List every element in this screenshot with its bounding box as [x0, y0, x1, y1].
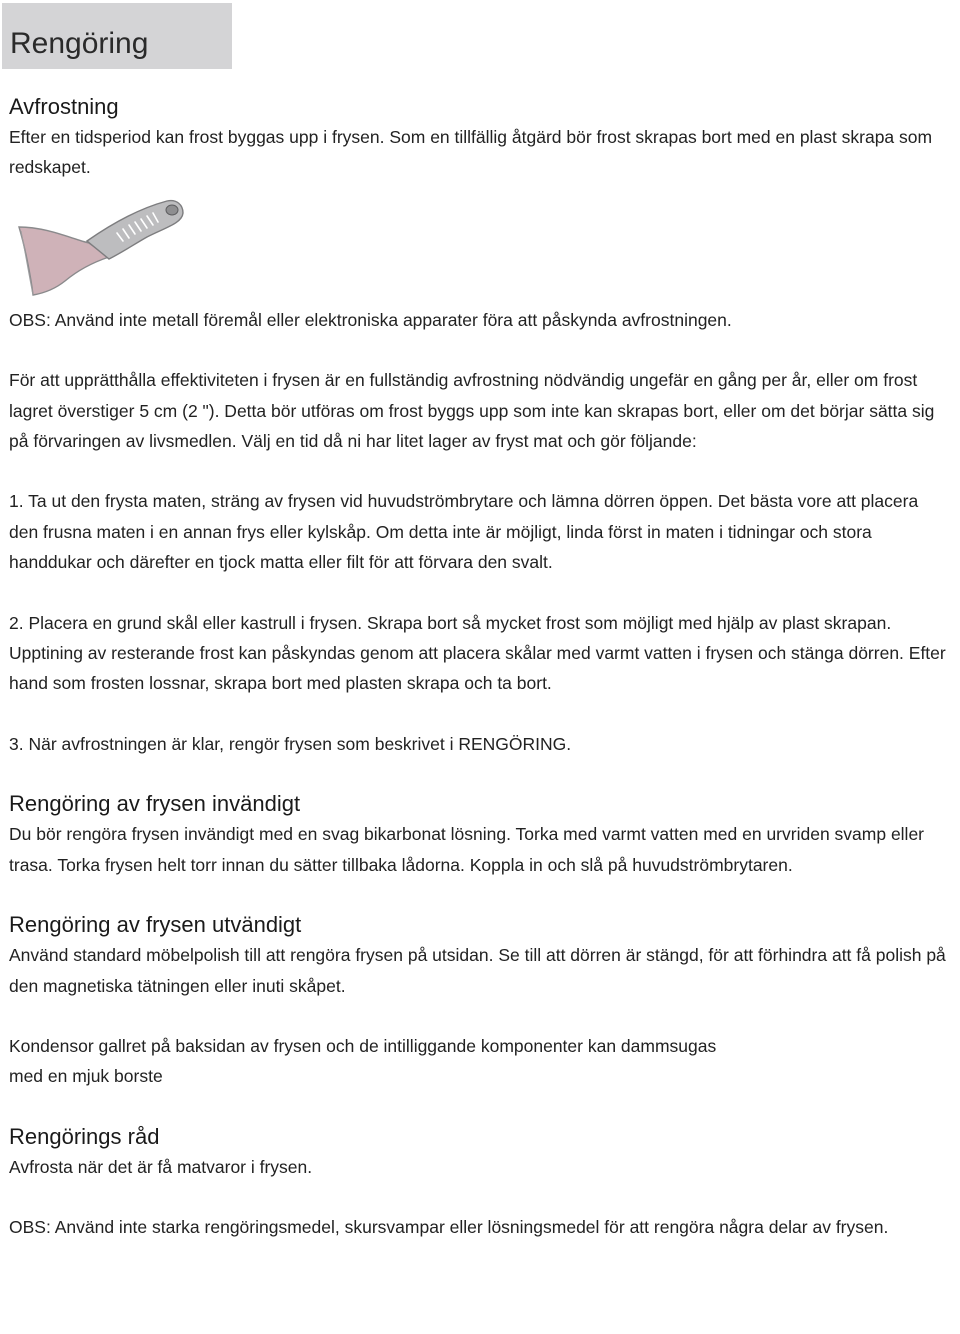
defrost-intro: Efter en tidsperiod kan frost byggas upp i frysen. Som en tillfällig åtgärd bör frost skrapas bort med en plast skrapa som redskapet.: [9, 127, 933, 178]
section-cleaning-tips: [9, 1122, 959, 1243]
defrost-paragraph: För att upprätthålla effektiviteten i frysen är en fullständig avfrostning nödvändig ungefär en gång per år, eller om frost lagret överstiger 5 cm (2 "). Detta bör utföras om frost byggs upp som inte kan skrapas bort, eller om det börjar sätta sig på förvaringen av livsmedlen. Välj en tid då ni har litet lager av fryst mat och gör följande:: [9, 370, 935, 452]
defrost-step-1: 1. Ta ut den frysta maten, sträng av frysen vid huvudströmbrytare och lämna dörren öppen. Det bästa vore att placera den frusna maten i en annan frys eller kylskåp. Om detta inte är möjligt, linda först in maten i tidningar och stora handdukar och därefter en tjock matta eller filt för att förvara den svalt.: [9, 491, 919, 573]
section-heading-inside: Rengöring av frysen invändigt: [9, 791, 301, 817]
section-heading-outside: Rengöring av frysen utvändigt: [9, 912, 302, 938]
section-defrost: [9, 92, 959, 759]
document-body: [9, 92, 959, 1243]
section-outside-cleaning: [9, 910, 959, 1092]
page-title: Rengöring: [10, 27, 149, 60]
section-inside-cleaning: [9, 789, 959, 880]
plastic-scraper-icon: [17, 197, 187, 297]
condenser-line-1: Kondensor gallret på baksidan av frysen och de intilliggande komponenter kan dammsugas: [9, 1035, 717, 1056]
section-heading-tips: Rengörings råd: [9, 1123, 160, 1149]
condenser-line-2: med en mjuk borste: [9, 1066, 163, 1087]
defrost-obs: OBS: Använd inte metall föremål eller elektroniska apparater föra att påskynda avfrostningen.: [9, 309, 732, 330]
tips-obs: OBS: Använd inte starka rengöringsmedel, skursvampar eller lösningsmedel för att rengöra några delar av frysen.: [9, 1217, 889, 1238]
tips-text: Avfrosta när det är få matvaror i frysen.: [9, 1156, 313, 1177]
defrost-step-2: 2. Placera en grund skål eller kastrull i frysen. Skrapa bort så mycket frost som möjligt med hjälp av plast skrapan. Upptining av resterande frost kan påskyndas genom att placera skålar med varmt vatten i frysen och stänga dörren. Efter hand som frosten lossnar, skrapa bort med plasten skrapa och ta bort.: [9, 612, 946, 694]
outside-cleaning-text: Använd standard möbelpolish till att rengöra frysen på utsidan. Se till att dörren är stängd, för att förhindra att få polish på den magnetiska tätningen eller inuti skåpet.: [9, 945, 946, 996]
section-heading-defrost: Avfrostning: [9, 94, 119, 119]
page-title-bar: [2, 3, 232, 69]
defrost-step-3: 3. När avfrostningen är klar, rengör frysen som beskrivet i RENGÖRING.: [9, 733, 572, 754]
inside-cleaning-text: Du bör rengöra frysen invändigt med en svag bikarbonat lösning. Torka med varmt vatten med en urvriden svamp eller trasa. Torka frysen helt torr innan du sätter tillbaka lådorna. Koppla in och slå på huvudströmbrytaren.: [9, 824, 925, 875]
